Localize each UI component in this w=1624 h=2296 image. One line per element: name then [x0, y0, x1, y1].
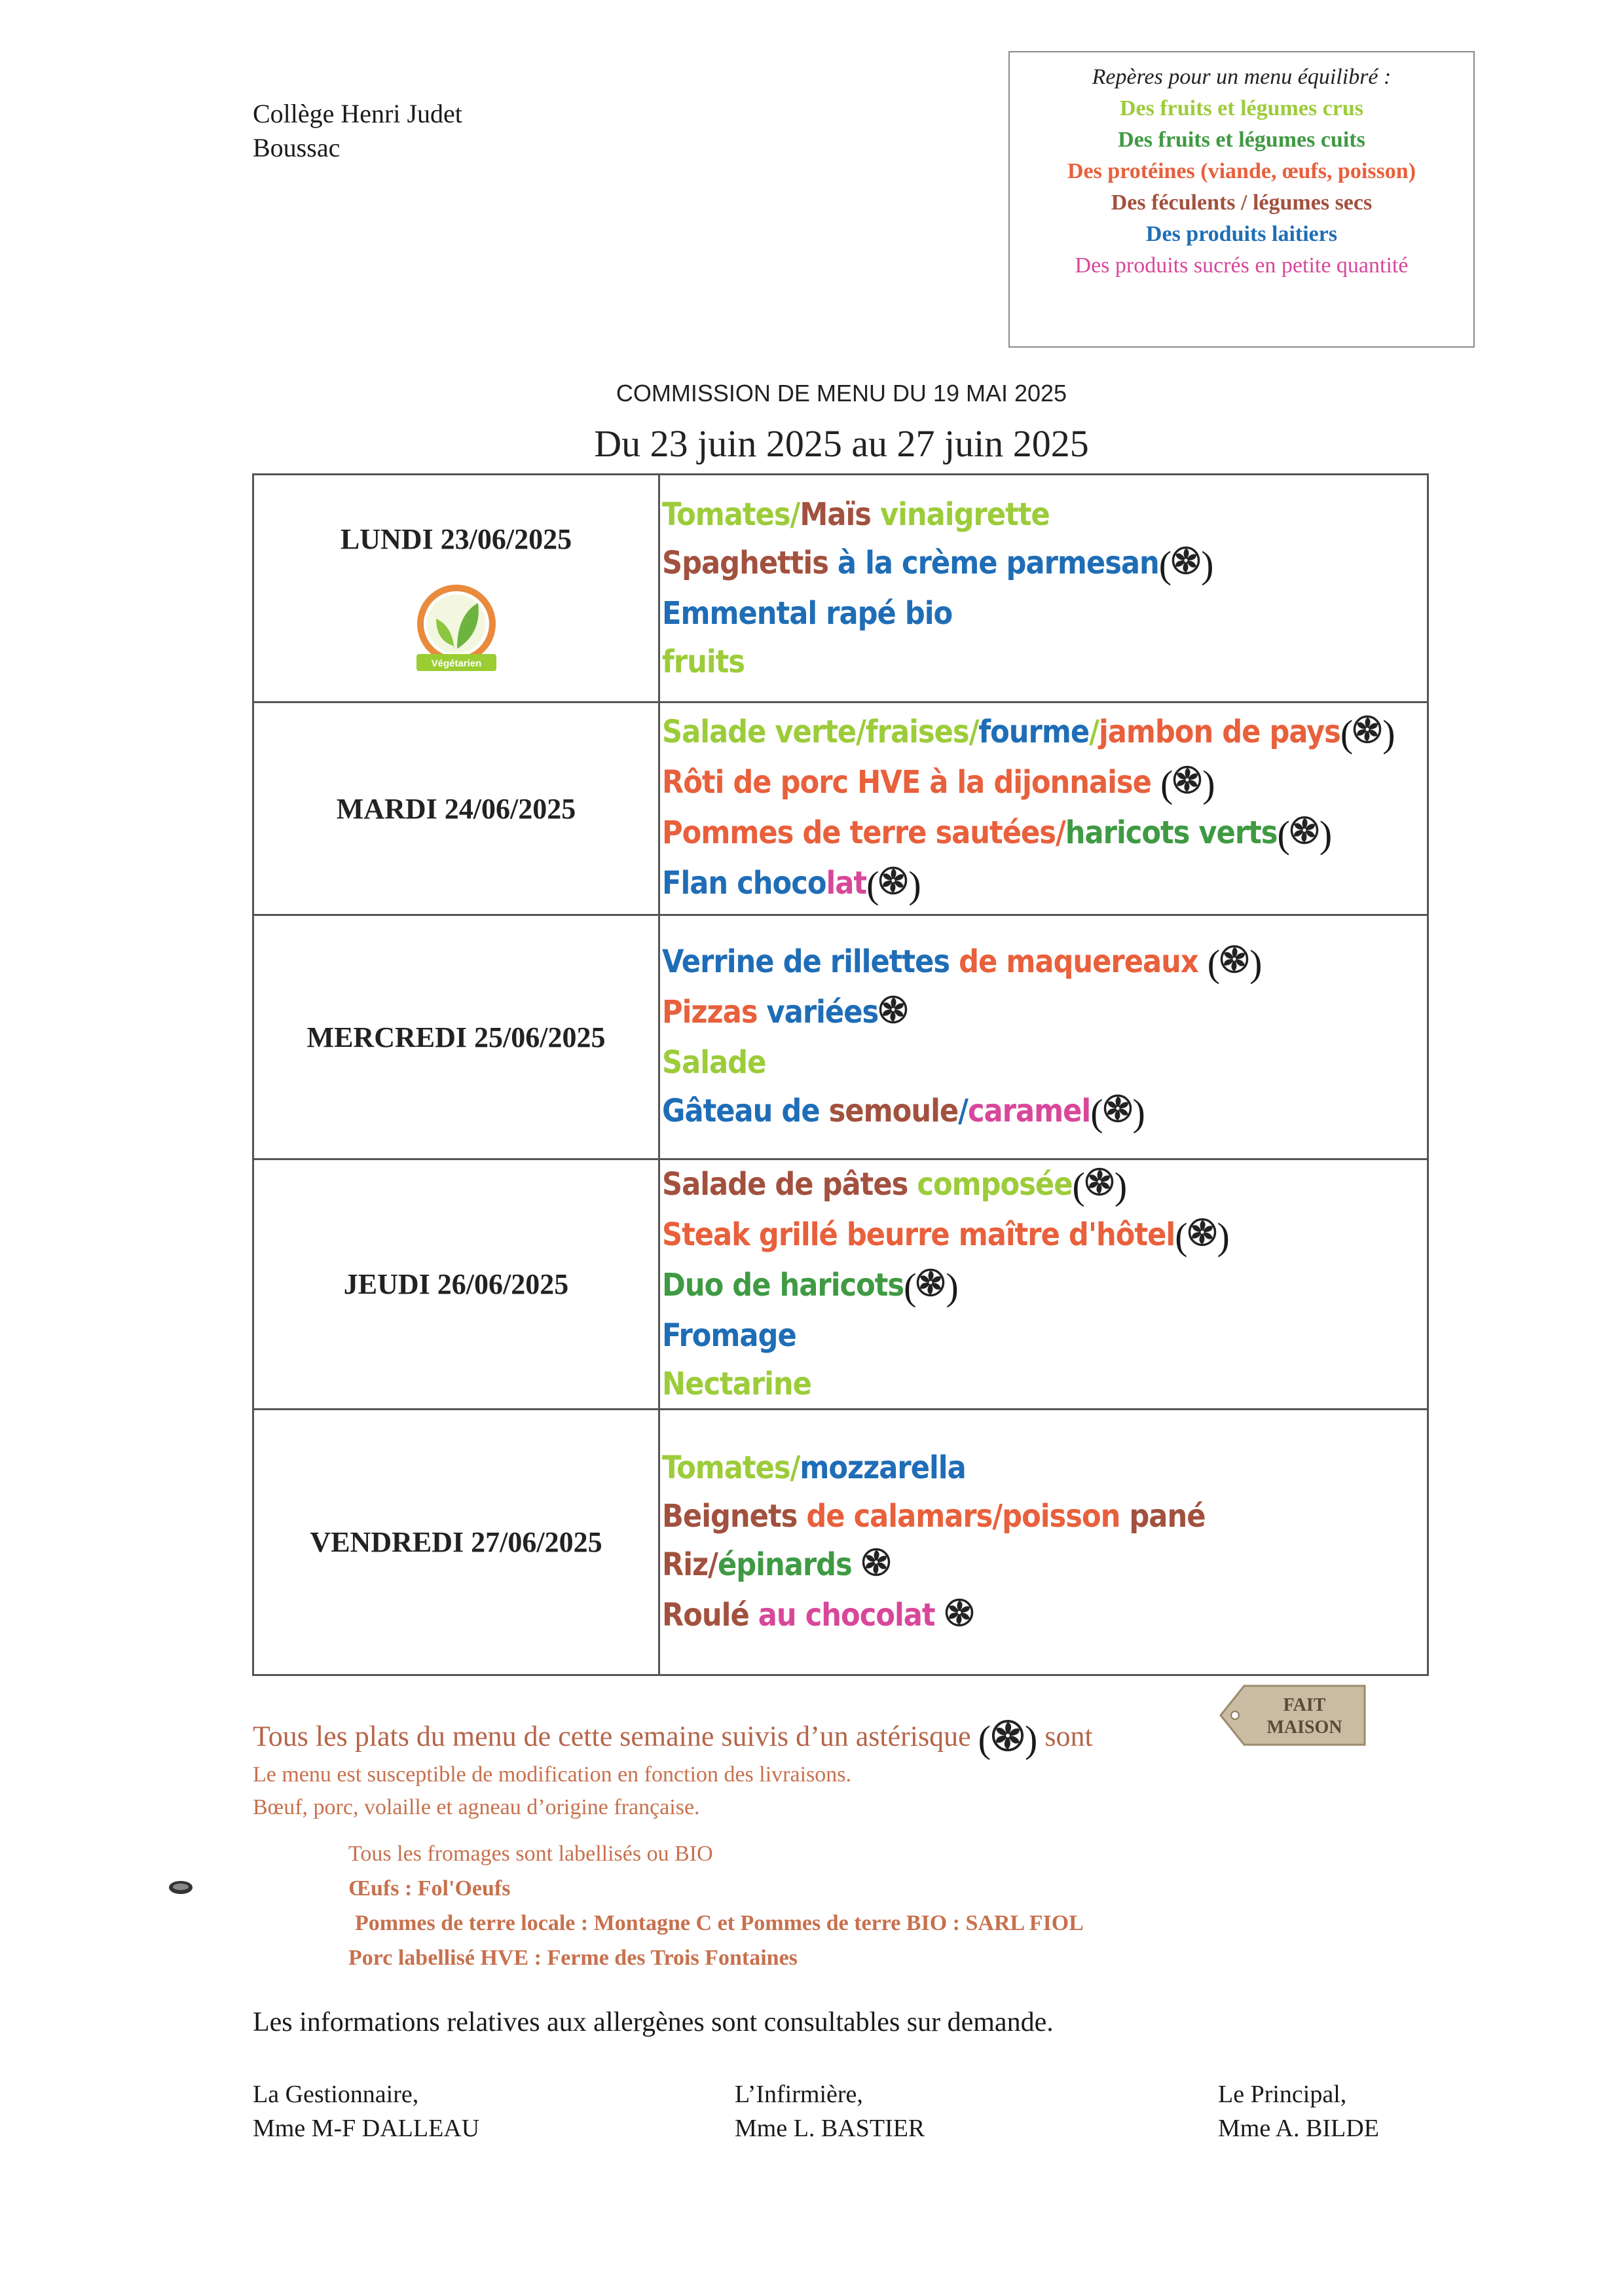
menu-row	[253, 1159, 1428, 1410]
dish-text: Riz/	[662, 1546, 718, 1583]
label-note: Pommes de terre locale : Montagne C et Pommes de terre BIO : SARL FIOL	[355, 1911, 1084, 1935]
legend-item: Des produits laitiers	[1145, 222, 1338, 246]
homemade-icon	[915, 1263, 946, 1311]
homemade-icon	[1084, 1162, 1115, 1211]
meat-origin-note: Bœuf, porc, volaille et agneau d’origine française.	[253, 1795, 700, 1819]
dish-item: Rôti de porc HVE à la dijonnaise ( )	[662, 758, 1427, 809]
label-note: Porc labellisé HVE : Ferme des Trois Fontaines	[348, 1946, 798, 1970]
dish-item	[662, 1492, 1427, 1540]
dish-text: /	[958, 1092, 968, 1129]
dish-text: jambon de pays	[1098, 714, 1340, 750]
weekly-menu-table	[252, 473, 1429, 1676]
school-town: Boussac	[253, 133, 341, 162]
dish-text: Verrine de rillettes	[662, 943, 959, 980]
day-label: JEUDI 26/06/2025	[343, 1268, 569, 1300]
dishes-cell	[659, 1410, 1428, 1675]
dish-text: Nectarine	[662, 1366, 811, 1402]
dish-text: haricots verts	[1065, 814, 1278, 851]
dish-item	[662, 1591, 1427, 1641]
school-name: Collège Henri Judet	[253, 99, 462, 128]
legend-title: Repères pour un menu équilibré :	[1092, 65, 1392, 89]
allergen-info: Les informations relatives aux allergènes sont consultables sur demande.	[253, 2007, 1054, 2037]
dish-text: Tomates/	[662, 496, 800, 533]
dish-text: Beignets	[662, 1497, 807, 1535]
dish-text: de calamars/poisson	[806, 1497, 1130, 1535]
label-note: Œufs : Fol'Oeufs	[348, 1876, 511, 1901]
homemade-icon	[1219, 939, 1249, 988]
signature-principal	[1218, 2077, 1379, 2145]
homemade-icon	[1103, 1089, 1133, 1137]
homemade-icon	[1352, 710, 1382, 758]
dish-text: lat	[826, 865, 867, 902]
menu-period: Du 23 juin 2025 au 27 juin 2025	[594, 422, 1089, 465]
day-label: MARDI 24/06/2025	[336, 792, 576, 825]
label-note: Tous les fromages sont labellisés ou BIO	[348, 1842, 713, 1866]
menu-row	[253, 475, 1428, 702]
svg-text:Végétarien: Végétarien	[431, 658, 481, 669]
small-stamp-mark	[168, 1879, 194, 1899]
dish-item	[662, 1311, 1427, 1360]
dish-item: Steak grillé beurre maître d'hôtel( )	[662, 1211, 1427, 1261]
dish-text: Flan choco	[662, 865, 826, 902]
homemade-icon	[878, 990, 908, 1038]
homemade-icon	[991, 1719, 1025, 1760]
homemade-note-suffix: sont	[1037, 1720, 1093, 1753]
day-cell	[253, 1159, 659, 1410]
dish-item	[662, 638, 1427, 686]
svg-text:MAISON: MAISON	[1266, 1717, 1342, 1738]
commission-title: COMMISSION DE MENU DU 19 MAI 2025	[616, 380, 1067, 407]
dish-text: fourme	[978, 714, 1090, 750]
dish-text: Salade	[662, 1044, 766, 1081]
dish-text: caramel	[967, 1092, 1091, 1129]
dish-text: Steak grillé beurre maître d'hôtel	[662, 1216, 1175, 1253]
dish-item	[662, 1444, 1427, 1492]
dish-item	[662, 1360, 1427, 1408]
menu-row	[253, 702, 1428, 915]
day-cell	[253, 702, 659, 915]
dish-text: Emmental rapé bio	[662, 595, 953, 632]
signature-role: Le Principal,	[1218, 2081, 1347, 2108]
dish-text: Fromage	[662, 1317, 796, 1354]
dish-text: Salade verte/fraises/	[662, 714, 979, 750]
dish-text: de maquereaux	[959, 943, 1208, 980]
dish-item: Salade verte/fraises/fourme/jambon de pays( )	[662, 708, 1427, 758]
homemade-note: Tous les plats du menu de cette semaine suivis d’un astérisque ( ) sont	[253, 1718, 1093, 1760]
dish-item: Spaghettis à la crème parmesan( )	[662, 539, 1427, 589]
dishes-cell	[659, 915, 1428, 1159]
dish-text: Gâteau de	[662, 1092, 829, 1129]
dish-text: épinards	[717, 1546, 861, 1583]
homemade-icon	[1289, 811, 1320, 859]
day-label: VENDREDI 27/06/2025	[310, 1526, 602, 1558]
legend-item: Des féculents / légumes secs	[1111, 191, 1373, 215]
dishes-cell	[659, 1159, 1428, 1410]
svg-text:FAIT: FAIT	[1283, 1695, 1326, 1715]
dish-item	[662, 988, 1427, 1038]
signature-role: La Gestionnaire,	[253, 2081, 419, 2108]
dish-item: Verrine de rillettes de maquereaux ( )	[662, 938, 1427, 988]
legend-item: Des protéines (viande, œufs, poisson)	[1067, 159, 1416, 183]
dish-item: Gâteau de semoule/caramel( )	[662, 1087, 1427, 1137]
dish-text: Duo de haricots	[662, 1267, 904, 1303]
homemade-icon	[878, 861, 908, 909]
dish-item	[662, 1540, 1427, 1591]
legend-item: Des fruits et légumes cuits	[1118, 128, 1365, 152]
dish-text: au chocolat	[758, 1596, 944, 1633]
dish-item	[662, 1038, 1427, 1087]
dish-item: Pommes de terre sautées/haricots verts( )	[662, 809, 1427, 859]
day-label: MERCREDI 25/06/2025	[306, 1021, 606, 1053]
day-cell	[253, 1410, 659, 1675]
delivery-note: Le menu est susceptible de modification en fonction des livraisons.	[253, 1762, 851, 1787]
dish-item: Flan chocolat( )	[662, 859, 1427, 909]
supply-notes	[253, 1758, 851, 1824]
dish-text: Tomates/	[662, 1449, 800, 1486]
dish-text: à la crème parmesan	[828, 545, 1159, 581]
dishes-cell	[659, 475, 1428, 702]
homemade-icon	[944, 1593, 974, 1641]
homemade-icon	[861, 1542, 891, 1591]
dish-text: Maïs	[800, 496, 871, 533]
dish-text: Salade de pâtes	[662, 1166, 917, 1203]
day-label: LUNDI 23/06/2025	[340, 523, 572, 555]
day-cell	[253, 475, 659, 702]
menu-row	[253, 1410, 1428, 1675]
signature-name: Mme L. BASTIER	[735, 2115, 925, 2142]
dish-item	[662, 490, 1427, 539]
dish-text: Roulé	[662, 1596, 758, 1633]
dish-text: Pizzas	[662, 993, 767, 1030]
dish-text: Rôti de porc HVE à la dijonnaise	[662, 764, 1160, 801]
homemade-icon	[1171, 541, 1201, 589]
dish-item: Duo de haricots( )	[662, 1261, 1427, 1311]
dish-text: mozzarella	[800, 1449, 966, 1486]
dish-text: semoule	[828, 1092, 959, 1129]
dish-text: vinaigrette	[870, 496, 1050, 533]
legend-items	[1010, 93, 1473, 282]
signature-name: Mme A. BILDE	[1218, 2115, 1379, 2142]
legend-item: Des produits sucrés en petite quantité	[1075, 253, 1409, 278]
school-header	[253, 97, 462, 165]
dish-text: composée	[917, 1166, 1073, 1203]
homemade-note-text: Tous les plats du menu de cette semaine suivis d’un astérisque	[253, 1720, 978, 1753]
dishes-cell	[659, 702, 1428, 915]
label-notes	[348, 1836, 1084, 1975]
menu-row	[253, 915, 1428, 1159]
signature-role: L’Infirmière,	[735, 2081, 863, 2108]
signature-nurse	[735, 2077, 925, 2145]
dish-text: pané	[1129, 1497, 1206, 1535]
dish-text: fruits	[662, 644, 745, 680]
dish-text: /	[1089, 714, 1099, 750]
signature-name: Mme M-F DALLEAU	[253, 2115, 480, 2142]
fait-maison-tag	[1219, 1679, 1370, 1756]
homemade-icon	[1187, 1212, 1217, 1261]
dish-text: Spaghettis	[662, 545, 828, 581]
legend-item: Des fruits et légumes crus	[1119, 96, 1364, 120]
balanced-menu-legend	[1008, 51, 1475, 348]
dish-item	[662, 589, 1427, 638]
day-cell	[253, 915, 659, 1159]
dish-text: Pommes de terre sautées/	[662, 814, 1065, 851]
signature-manager	[253, 2077, 479, 2145]
dish-text: variées	[766, 993, 879, 1030]
homemade-icon	[1172, 760, 1202, 809]
dish-item: Salade de pâtes composée( )	[662, 1160, 1427, 1211]
vegetarian-logo	[414, 581, 499, 679]
